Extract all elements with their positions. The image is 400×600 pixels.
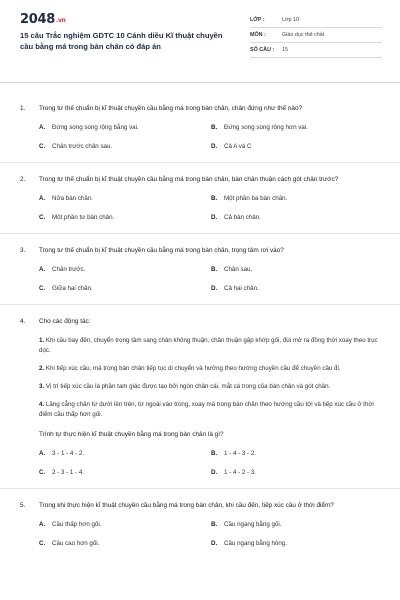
- statement-4: [39, 400, 382, 420]
- question-header: [20, 175, 382, 185]
- option-letter: A.: [39, 450, 46, 457]
- document-meta: [250, 13, 382, 58]
- option-c[interactable]: [39, 213, 211, 222]
- statement-text: Lăng cẳng chân từ dưới lên trên, từ ngoài vào trong, xoay má trong bàn chân theo hướng cầu tới và tiếp xúc cầu ở thời điểm cầu thấp hơn gối.: [39, 401, 374, 418]
- statement-text: Khi cầu bay đến, chuyển trọng tâm sang chân không thuận, chân thuận gập khớp gối, đùi mở ra đồng thời xoay theo trục dọc.: [39, 337, 378, 354]
- question-1: [0, 104, 400, 151]
- option-letter: B.: [211, 450, 218, 457]
- option-letter: A.: [39, 195, 46, 202]
- option-text: Cầu cao hơn gối.: [52, 540, 100, 547]
- question-header: [20, 246, 382, 256]
- option-d[interactable]: [211, 284, 383, 293]
- option-letter: C.: [39, 285, 46, 292]
- option-letter: D.: [211, 143, 218, 150]
- option-text: Đứng song song rộng bằng vai.: [52, 124, 139, 131]
- question-divider: [0, 162, 400, 163]
- question-header: [20, 317, 382, 327]
- question-number: 3.: [20, 247, 26, 254]
- option-b[interactable]: [211, 194, 383, 203]
- option-d[interactable]: [211, 213, 383, 222]
- statement-text: Khi tiếp xúc cầu, má trong bàn chân tiếp tục di chuyển và hướng theo hướng chuyền cầu để chuyền cầu đi.: [45, 365, 341, 372]
- option-a[interactable]: [39, 194, 211, 203]
- header-divider: [0, 82, 400, 83]
- option-c[interactable]: [39, 284, 211, 293]
- option-a[interactable]: [39, 265, 211, 274]
- question-list: [0, 104, 400, 548]
- option-text: Đứng song song rộng hơn vai.: [224, 124, 308, 131]
- option-letter: A.: [39, 266, 46, 273]
- question-header: [20, 501, 382, 511]
- question-number: 2.: [20, 176, 26, 183]
- option-list: [39, 123, 382, 151]
- option-b[interactable]: [211, 449, 383, 458]
- option-d[interactable]: [211, 142, 383, 151]
- statement-text: Vị trí tiếp xúc cầu là phần tam giác được tạo bởi ngón chân cái, mắt cá trong của bàn chân và gót chân.: [45, 383, 331, 390]
- meta-row-subject: [250, 28, 382, 43]
- question-text: Cho các động tác:: [39, 318, 91, 325]
- question-5: [0, 501, 400, 548]
- option-letter: D.: [211, 540, 218, 547]
- option-letter: C.: [39, 143, 46, 150]
- statement-number: 2.: [39, 365, 45, 372]
- question-4: [0, 317, 400, 477]
- option-d[interactable]: [211, 539, 383, 548]
- meta-value: 15: [282, 47, 288, 53]
- option-text: Cầu ngang bằng gối.: [224, 521, 282, 528]
- meta-row-question-count: [250, 43, 382, 58]
- meta-label: SỐ CÂU :: [250, 47, 275, 53]
- option-b[interactable]: [211, 123, 383, 132]
- site-logo[interactable]: [20, 12, 66, 27]
- option-text: Chân sau.: [224, 266, 253, 273]
- option-d[interactable]: [211, 468, 383, 477]
- question-text: Trong tư thế chuẩn bị kĩ thuật chuyền cầu bằng má trong bàn chân, trọng tâm rơi vào?: [39, 247, 284, 254]
- option-a[interactable]: [39, 123, 211, 132]
- statement-number: 4.: [39, 401, 45, 408]
- meta-label: MÔN :: [250, 32, 266, 38]
- document-title: 15 câu Trắc nghiệm GDTC 10 Cánh diều Kĩ thuật chuyền cầu bằng má trong bàn chân có đáp án: [20, 31, 223, 51]
- option-list: [39, 194, 382, 222]
- question-number: 1.: [20, 105, 26, 112]
- option-letter: B.: [211, 521, 218, 528]
- option-text: Giữa hai chân.: [52, 285, 93, 292]
- option-list: [39, 520, 382, 548]
- option-text: Cầu ngang bằng hông.: [224, 540, 287, 547]
- option-letter: C.: [39, 540, 46, 547]
- option-a[interactable]: [39, 449, 211, 458]
- question-divider: [0, 488, 400, 489]
- option-letter: A.: [39, 124, 46, 131]
- meta-row-class: [250, 13, 382, 28]
- option-text: Chân trước.: [52, 266, 86, 273]
- option-text: 1 - 4 - 3 - 2.: [224, 450, 256, 457]
- option-b[interactable]: [211, 265, 383, 274]
- statement-3: [39, 382, 382, 392]
- option-letter: D.: [211, 469, 218, 476]
- question-header: [20, 104, 382, 114]
- option-list: [39, 449, 382, 477]
- option-list: [39, 265, 382, 293]
- question-number: 4.: [20, 318, 26, 325]
- logo-suffix: .vn: [55, 17, 66, 24]
- option-text: Cầu thấp hơn gối.: [52, 521, 102, 528]
- option-text: Chân trước chân sau.: [52, 143, 113, 150]
- option-text: Cả bàn chân.: [224, 214, 261, 221]
- question-number: 5.: [20, 502, 26, 509]
- statement-2: [39, 364, 382, 374]
- statement-number: 1.: [39, 337, 45, 344]
- question-text: Trong tư thế chuẩn bị kĩ thuật chuyền cầu bằng má trong bàn chân, bàn chân thuận cách gót chân trước?: [39, 176, 339, 183]
- option-text: Một phần tư bàn chân.: [52, 214, 115, 221]
- statement-1: [39, 336, 382, 356]
- option-text: Cả A và C: [224, 143, 252, 150]
- option-letter: A.: [39, 521, 46, 528]
- option-letter: D.: [211, 214, 218, 221]
- question-3: [0, 246, 400, 293]
- option-text: 3 - 1 - 4 - 2.: [52, 450, 84, 457]
- option-text: Nửa bàn chân.: [52, 195, 93, 202]
- option-c[interactable]: [39, 468, 211, 477]
- option-letter: C.: [39, 469, 46, 476]
- meta-label: LỚP :: [250, 17, 265, 23]
- option-text: 2 - 3 - 1 - 4.: [52, 469, 84, 476]
- question-text: Trong tư thế chuẩn bị kĩ thuật chuyền cầu bằng má trong bàn chân, chân đứng như thế nào?: [39, 105, 303, 112]
- sub-question-text: Trình tự thực hiện kĩ thuật chuyền bằng má trong bàn chân là gì?: [39, 431, 224, 438]
- meta-value: Giáo dục thể chất: [282, 32, 325, 38]
- option-c[interactable]: [39, 539, 211, 548]
- logo-text: 2048: [20, 12, 55, 27]
- option-letter: C.: [39, 214, 46, 221]
- question-divider: [0, 304, 400, 305]
- option-a[interactable]: [39, 520, 211, 529]
- option-text: Một phần ba bàn chân.: [224, 195, 288, 202]
- option-letter: B.: [211, 124, 218, 131]
- option-letter: D.: [211, 285, 218, 292]
- option-c[interactable]: [39, 142, 211, 151]
- option-letter: B.: [211, 266, 218, 273]
- option-text: 1 - 4 - 2 - 3.: [224, 469, 256, 476]
- question-text: Trong khi thực hiện kĩ thuật chuyền cầu bằng má trong bàn chân, khi cầu đến, tiếp xúc cầu ở thời điểm?: [39, 502, 334, 509]
- page-header: [0, 0, 400, 74]
- option-text: Cả hai chân.: [224, 285, 259, 292]
- statement-number: 3.: [39, 383, 45, 390]
- question-2: [0, 175, 400, 222]
- option-letter: B.: [211, 195, 218, 202]
- meta-value: Lớp 10: [282, 17, 300, 23]
- option-b[interactable]: [211, 520, 383, 529]
- question-divider: [0, 233, 400, 234]
